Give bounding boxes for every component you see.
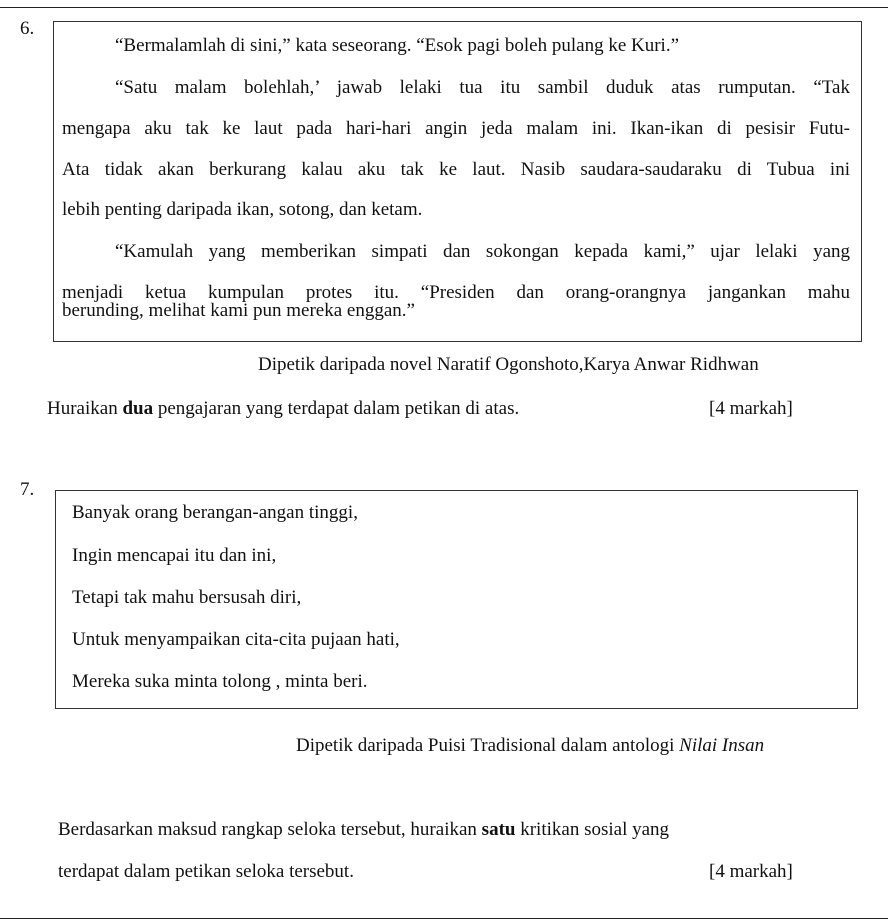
poem-line-2: Ingin mencapai itu dan ini, <box>72 545 277 566</box>
question-7-source-pre: Dipetik daripada Puisi Tradisional dalam antologi <box>296 735 680 756</box>
question-7-source <box>296 735 764 757</box>
top-rule <box>0 7 888 8</box>
passage-line-5: lebih penting daripada ikan, sotong, dan ketam. <box>62 199 423 220</box>
question-7-number: 7. <box>20 479 35 500</box>
poem-line-1: Banyak orang berangan-angan tinggi, <box>72 502 358 523</box>
question-6-prompt <box>47 398 519 420</box>
passage-line-1: “Bermalamlah di sini,” kata seseorang. “Esok pagi boleh pulang ke Kuri.” <box>115 35 680 56</box>
question-6-prompt-post: pengajaran yang terdapat dalam petikan di atas. <box>153 398 520 419</box>
poem-line-3: Tetapi tak mahu bersusah diri, <box>72 587 302 608</box>
passage-line-3: mengapa aku tak ke laut pada hari-hari angin jeda malam ini. Ikan-ikan di pesisir Futu- <box>62 118 850 139</box>
poem-line-5: Mereka suka minta tolong , minta beri. <box>72 671 368 692</box>
question-7-source-italic: Nilai Insan <box>679 735 765 756</box>
question-6-number: 6. <box>20 18 35 39</box>
question-6-marks: [4 markah] <box>709 398 793 419</box>
passage-line-8: berunding, melihat kami pun mereka enggan.” <box>62 300 415 321</box>
question-6-prompt-pre: Huraikan <box>47 398 123 419</box>
passage-line-7: menjadi ketua kumpulan protes itu. “Presiden dan orang-orangnya jangankan mahu <box>62 282 850 303</box>
question-6-prompt-bold: dua <box>122 398 154 419</box>
passage-line-6: “Kamulah yang memberikan simpati dan sokongan kepada kami,” ujar lelaki yang <box>115 241 850 262</box>
question-7-prompt-post: kritikan sosial yang <box>515 819 670 840</box>
question-7-prompt-pre: Berdasarkan maksud rangkap seloka tersebut, huraikan <box>58 819 482 840</box>
question-7-prompt-line-2: terdapat dalam petikan seloka tersebut. <box>58 861 354 882</box>
question-6-source: Dipetik daripada novel Naratif Ogonshoto,Karya Anwar Ridhwan <box>258 354 759 375</box>
question-7-prompt-bold: satu <box>481 819 516 840</box>
passage-line-2: “Satu malam bolehlah,’ jawab lelaki tua itu sambil duduk atas rumputan. “Tak <box>115 77 850 98</box>
bottom-rule <box>0 918 888 919</box>
question-7-marks: [4 markah] <box>709 861 793 882</box>
question-7-prompt-line-1 <box>58 819 669 841</box>
passage-line-4: Ata tidak akan berkurang kalau aku tak ke laut. Nasib saudara-saudaraku di Tubua ini <box>62 159 850 180</box>
poem-line-4: Untuk menyampaikan cita-cita pujaan hati, <box>72 629 400 650</box>
